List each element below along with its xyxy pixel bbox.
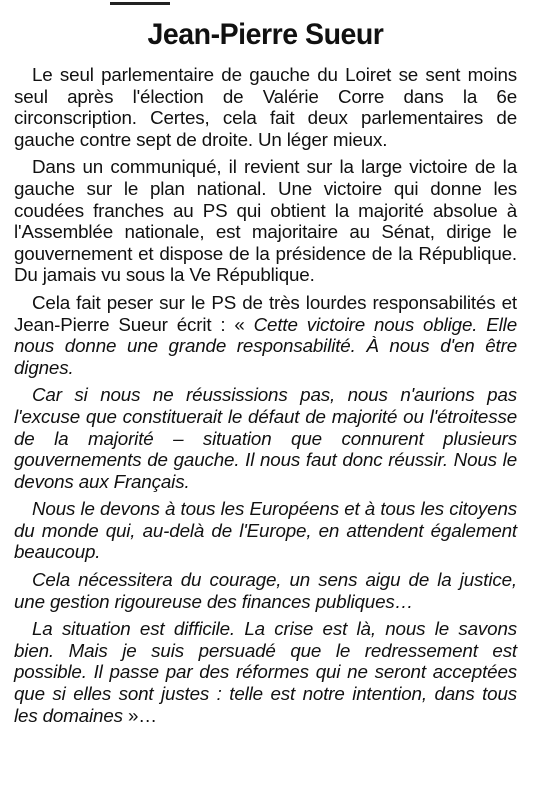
paragraph-3-intro: Cela fait peser sur le PS de très lourdes responsabilités et Jean-Pierre Sueur écrit : « xyxy=(14,291,517,335)
paragraph-3 xyxy=(14,292,517,378)
paragraph-4: Car si nous ne réussissions pas, nous n'aurions pas l'excuse que constituerait le défaut de majorité ou l'étroitesse de la majorité – situation que connurent plusieurs gouvernements de gauche. Il nous faut donc réussir. Nous le devons aux Français. xyxy=(14,384,517,492)
paragraph-3-quote: Cette victoire nous oblige. Elle nous donne une grande responsabilité. À nous d'en être dignes. xyxy=(14,313,518,378)
paragraph-7 xyxy=(14,618,517,726)
paragraph-1: Le seul parlementaire de gauche du Loiret se sent moins seul après l'élection de Valérie Corre dans la 6e circonscription. Certes, cela fait deux parlementaires de gauche contre sept de droite. Un léger mieux. xyxy=(14,64,517,150)
paragraph-6: Cela nécessitera du courage, un sens aigu de la justice, une gestion rigoureuse des finances publiques… xyxy=(14,569,517,612)
paragraph-7-closing: »… xyxy=(122,704,157,726)
article-title: Jean-Pierre Sueur xyxy=(147,18,384,51)
paragraph-7-quote: La situation est difficile. La crise est là, nous le savons bien. Mais je suis persuadé que le redressement est possible. Il passe par des réformes qui ne seront acceptées que si elles sont justes : telle est notre intention, dans tous les domaines xyxy=(14,618,517,726)
paragraph-2: Dans un communiqué, il revient sur la large victoire de la gauche sur le plan national. Une victoire qui donne les coudées franches au PS qui obtient la majorité absolue à l'Assemblée nationale, est majoritaire au Sénat, dirige le gouvernement et dispose de la présidence de la République. Du jamais vu sous la Ve République. xyxy=(14,156,517,286)
article-body xyxy=(14,64,517,726)
paragraph-5: Nous le devons à tous les Européens et à tous les citoyens du monde qui, au-delà de l'Europe, en attendent également beaucoup. xyxy=(14,498,517,563)
